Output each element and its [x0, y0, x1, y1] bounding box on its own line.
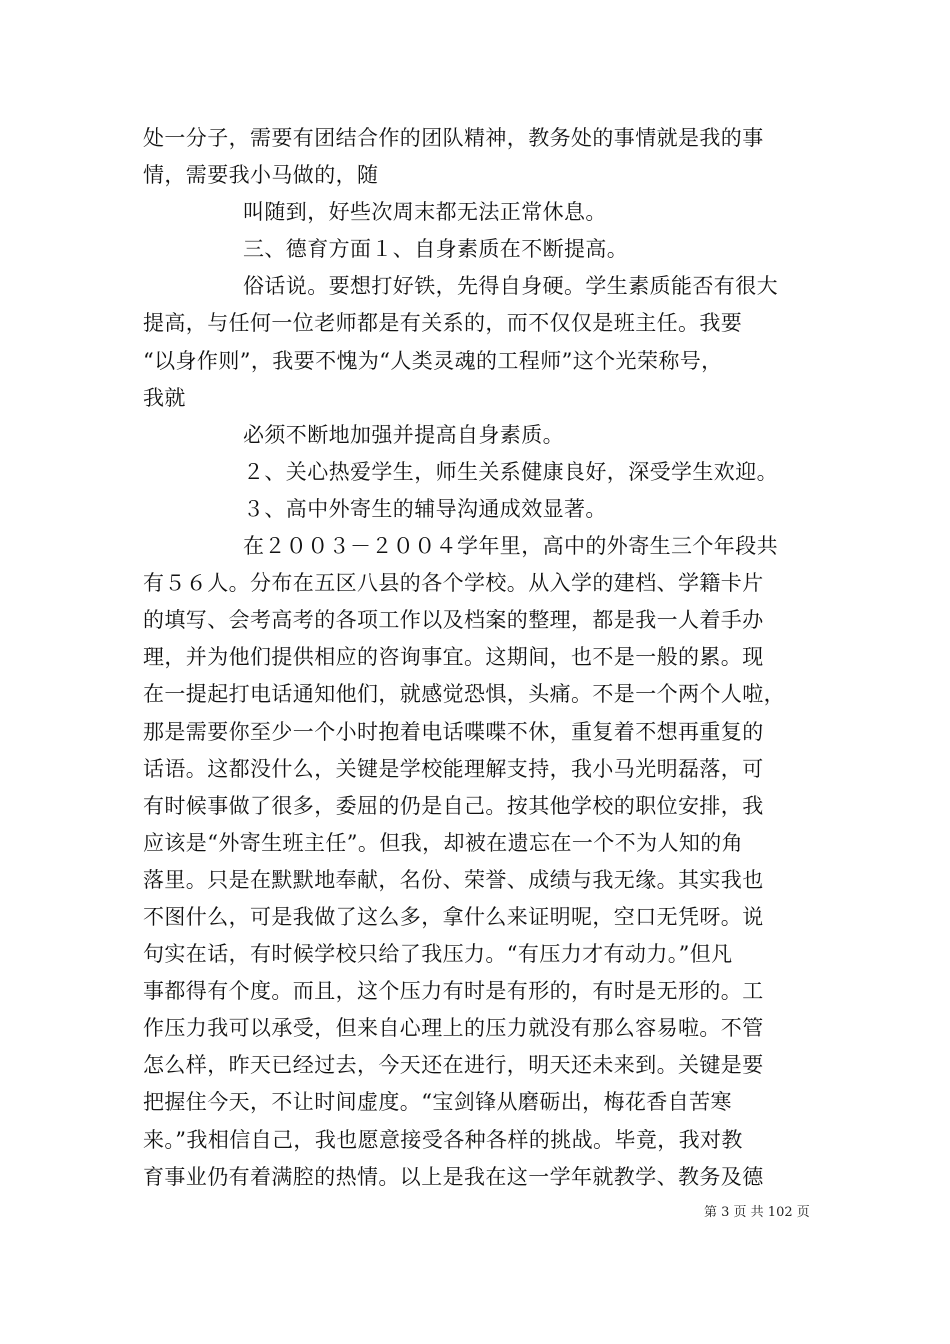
text-line: 怎么样，昨天已经过去，今天还在进行，明天还未来到。关键是要	[143, 1053, 764, 1078]
text-line: 处一分子，需要有团结合作的团队精神，教务处的事情就是我的事	[143, 126, 764, 150]
text-line: 应该是“外寄生班主任”。但我，却被在遗忘在一个不为人知的角	[143, 830, 744, 855]
text-line: 必须不断地加强并提高自身素质。	[243, 422, 564, 447]
text-line: 有５６人。分布在五区八县的各个学校。从入学的建档、学籍卡片	[143, 571, 764, 596]
text-line: 落里。只是在默默地奉献，名份、荣誉、成绩与我无缘。其实我也	[143, 867, 764, 892]
text-line: 不图什么，可是我做了这么多，拿什么来证明呢，空口无凭呀。说	[143, 904, 764, 929]
text-line: 理，并为他们提供相应的咨询事宜。这期间，也不是一般的累。现	[143, 645, 764, 670]
text-line: 叫随到，好些次周末都无法正常休息。	[243, 200, 607, 225]
page-number-footer: 第 3 页 共 102 页	[704, 1205, 810, 1220]
text-line: 话语。这都没什么，关键是学校能理解支持，我小马光明磊落，可	[143, 756, 764, 781]
text-line: 情，需要我小马做的，随	[143, 163, 379, 188]
text-line: 在一提起打电话通知他们，就感觉恐惧，头痛。不是一个两个人啦，	[143, 682, 785, 707]
text-line: 三、德育方面１、自身素质在不断提高。	[243, 237, 629, 262]
text-line: ３、高中外寄生的辅导沟通成效显著。	[243, 496, 607, 521]
text-line: 事都得有个度。而且，这个压力有时是有形的，有时是无形的。工	[143, 979, 764, 1004]
text-line: “以身作则”，我要不愧为“人类灵魂的工程师”这个光荣称号，	[143, 348, 723, 373]
text-line: 来。”我相信自己，我也愿意接受各种各样的挑战。毕竟，我对教	[143, 1127, 743, 1152]
text-line: 的填写、会考高考的各项工作以及档案的整理，都是我一人着手办	[143, 608, 764, 633]
text-line: 把握住今天，不让时间虚度。“宝剑锋从磨砺出，梅花香自苦寒	[143, 1090, 732, 1115]
text-line: 句实在话，有时候学校只给了我压力。“有压力才有动力。”但凡	[143, 942, 733, 967]
text-line: 育事业仍有着满腔的热情。以上是我在这一学年就教学、教务及德	[143, 1164, 764, 1189]
text-line: 俗话说。要想打好铁，先得自身硬。学生素质能否有很大	[243, 274, 778, 299]
text-line: 那是需要你至少一个小时抱着电话喋喋不休，重复着不想再重复的	[143, 719, 764, 744]
text-line: 有时候事做了很多，委屈的仍是自己。按其他学校的职位安排，我	[143, 793, 764, 818]
body-text	[143, 120, 813, 1196]
text-line: 提高，与任何一位老师都是有关系的，而不仅仅是班主任。我要	[143, 311, 743, 336]
text-line: ２、关心热爱学生，师生关系健康良好，深受学生欢迎。	[243, 459, 778, 484]
text-line: 在２００３－２００４学年里，高中的外寄生三个年段共	[243, 534, 778, 559]
text-line: 作压力我可以承受，但来自心理上的压力就没有那么容易啦。不管	[143, 1016, 764, 1041]
text-line: 我就	[143, 385, 186, 410]
